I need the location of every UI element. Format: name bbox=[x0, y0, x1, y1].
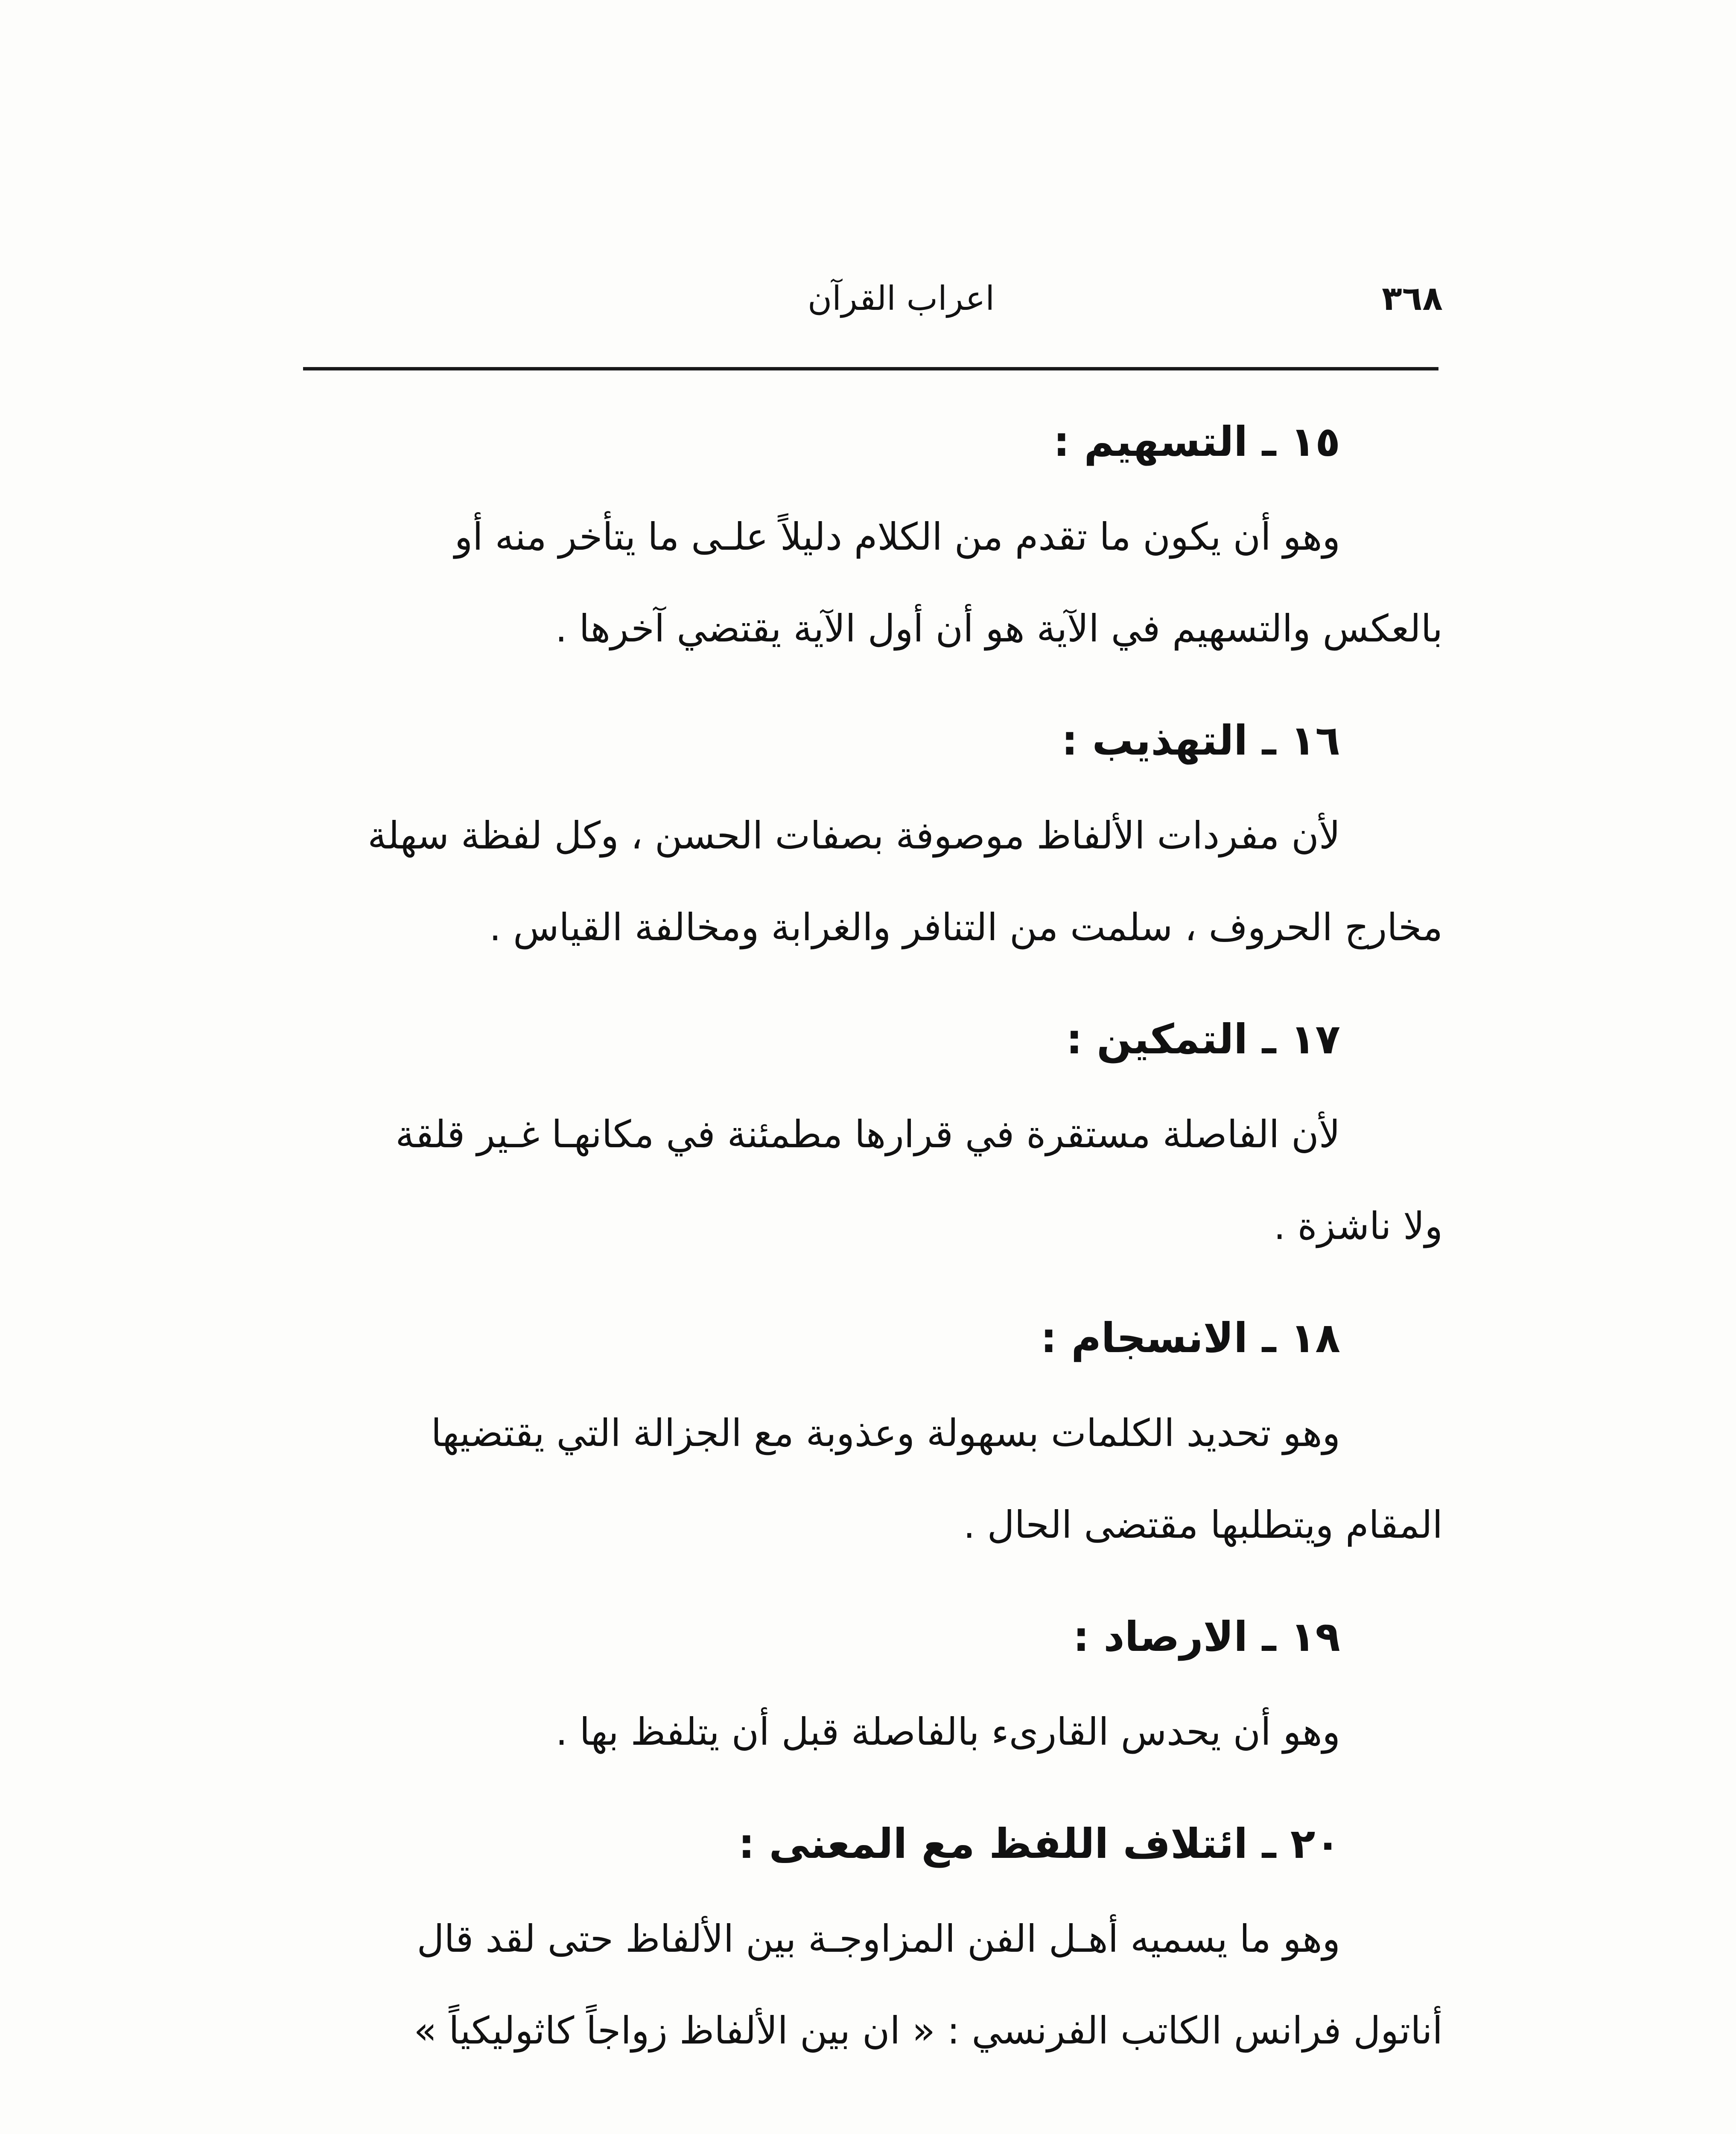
section-heading: ١٥ ـ التسهيم : bbox=[1053, 418, 1340, 466]
paragraph-line: ولا ناشزة . bbox=[1273, 1204, 1443, 1248]
section-tamkeen bbox=[299, 990, 1443, 1272]
paragraph bbox=[299, 1893, 1443, 2076]
paragraph bbox=[299, 491, 1443, 674]
section-heading: ٢٠ ـ ائتلاف اللفظ مع المعنى : bbox=[738, 1820, 1340, 1868]
running-title: اعراب القرآن bbox=[807, 280, 995, 318]
paragraph-line: مخارج الحروف ، سلمت من التنافر والغرابة ومخالفة القياس . bbox=[489, 905, 1443, 949]
paragraph-line: وهو أن يكون ما تقدم من الكلام دليلاً علـى ما يتأخر منه أو bbox=[454, 515, 1340, 559]
page-number: ٣٦٨ bbox=[1382, 280, 1443, 318]
paragraph-line: لأن مفردات الألفاظ موصوفة بصفات الحسن ، وكل لفظة سهلة bbox=[368, 813, 1340, 857]
paragraph bbox=[299, 1387, 1443, 1571]
paragraph-line: أناتول فرانس الكاتب الفرنسي : « ان بين الألفاظ زواجاً كاثوليكياً » bbox=[414, 2009, 1443, 2052]
paragraph-line: بالعكس والتسهيم في الآية هو أن أول الآية يقتضي آخرها . bbox=[555, 606, 1443, 650]
page-content bbox=[299, 393, 1443, 2093]
paragraph bbox=[299, 790, 1443, 973]
section-tasheem bbox=[299, 393, 1443, 674]
paragraph-line: وهو أن يحدس القارىء بالفاصلة قبل أن يتلفظ بها . bbox=[555, 1710, 1340, 1754]
paragraph-line: لأن الفاصلة مستقرة في قرارها مطمئنة في مكانهـا غـير قلقة bbox=[395, 1112, 1340, 1156]
paragraph bbox=[299, 1088, 1443, 1272]
section-heading: ١٨ ـ الانسجام : bbox=[1040, 1314, 1340, 1362]
paragraph-line: وهو ما يسميه أهـل الفن المزاوجـة بين الألفاظ حتى لقد قال bbox=[417, 1917, 1340, 1961]
section-irsad bbox=[299, 1588, 1443, 1778]
section-insijam bbox=[299, 1289, 1443, 1571]
section-heading: ١٦ ـ التهذيب : bbox=[1061, 717, 1340, 764]
paragraph-line: المقام ويتطلبها مقتضى الحال . bbox=[963, 1503, 1443, 1547]
section-heading: ١٧ ـ التمكين : bbox=[1066, 1015, 1340, 1063]
section-tahdheeb bbox=[299, 691, 1443, 973]
section-itilaf bbox=[299, 1795, 1443, 2076]
paragraph-line: وهو تحديد الكلمات بسهولة وعذوبة مع الجزالة التي يقتضيها bbox=[431, 1411, 1340, 1455]
running-header bbox=[299, 273, 1443, 324]
header-rule bbox=[303, 367, 1438, 370]
section-heading: ١٩ ـ الارصاد : bbox=[1073, 1613, 1340, 1661]
paragraph bbox=[299, 1686, 1443, 1778]
